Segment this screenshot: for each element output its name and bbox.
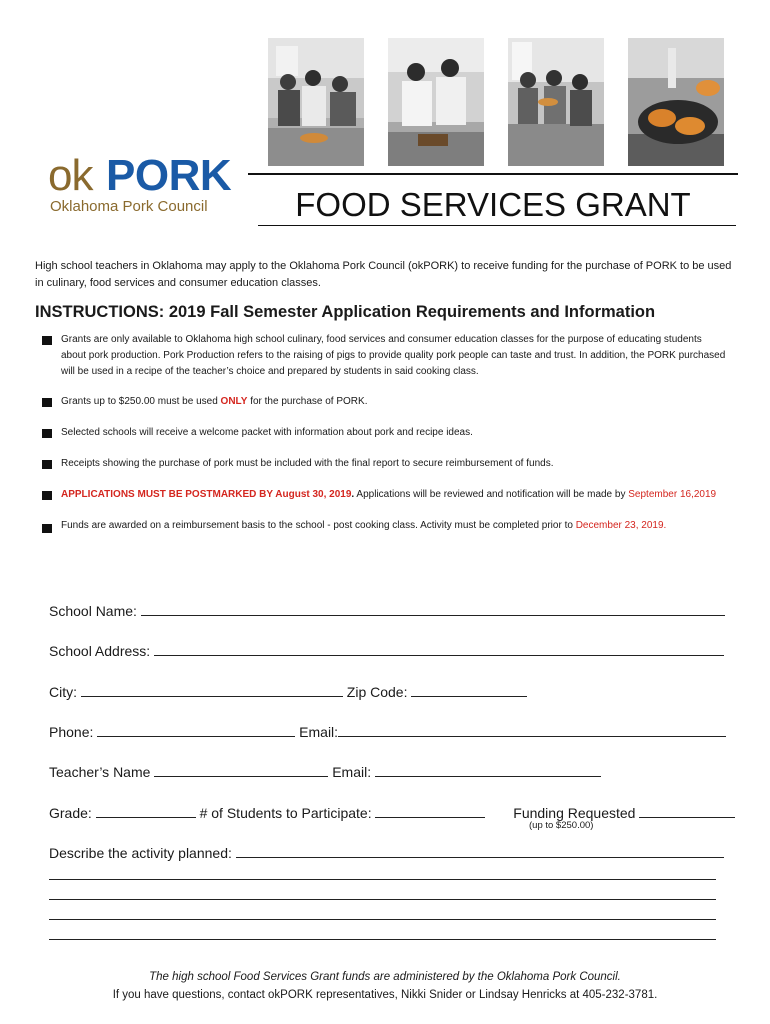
grade-students-funding-row xyxy=(49,803,735,822)
intro-paragraph: High school teachers in Oklahoma may apply to the Oklahoma Pork Council (okPORK) to receive funding for the purchase of PORK to be used in culinary, food services and consumer education classes. xyxy=(35,260,732,289)
school-name-field[interactable] xyxy=(141,601,725,616)
page-title: FOOD SERVICES GRANT xyxy=(295,186,691,223)
teacher-name-field[interactable] xyxy=(154,762,328,777)
postmark-deadline: APPLICATIONS MUST BE POSTMARKED BY August 30, 2019 xyxy=(61,489,352,500)
logo-council-text: Oklahoma Pork Council xyxy=(50,198,208,215)
school-name-label: School Name: xyxy=(49,603,137,619)
instructions-heading: INSTRUCTIONS: 2019 Fall Semester Application Requirements and Information xyxy=(35,303,656,321)
photo-student-at-stove xyxy=(388,38,484,166)
logo-ok-text: ok xyxy=(48,151,93,200)
school-name-row xyxy=(49,601,725,620)
students-field[interactable] xyxy=(375,803,485,818)
bullet-text: Applications will be reviewed and notification will be made by xyxy=(354,489,629,500)
zip-label: Zip Code: xyxy=(346,684,408,700)
school-address-label: School Address: xyxy=(49,643,151,659)
teacher-name-label: Teacher’s Name xyxy=(49,764,151,780)
phone-label: Phone: xyxy=(49,724,94,740)
email-label: Email: xyxy=(299,724,339,740)
bullet-text: for the purchase of PORK. xyxy=(247,396,368,407)
bullet-receipts: Receipts showing the purchase of pork must be included with the final report to secure reimbursement of funds. xyxy=(61,458,554,469)
bullet-square-icon xyxy=(42,429,52,438)
photo-students-at-table xyxy=(508,38,604,166)
funding-limit-note: (up to $250.00) xyxy=(529,820,594,831)
describe-field[interactable] xyxy=(236,843,724,858)
funding-label: Funding Requested xyxy=(513,805,636,821)
phone-email-row xyxy=(49,722,726,741)
zip-field[interactable] xyxy=(411,682,527,697)
grade-field[interactable] xyxy=(96,803,196,818)
emphasis-only: ONLY xyxy=(220,396,248,407)
bullet-reimbursement xyxy=(61,518,729,534)
students-label: # of Students to Participate: xyxy=(199,805,372,821)
photo-students-cooking xyxy=(268,38,364,166)
logo-pork-text: PORK xyxy=(106,151,232,200)
bullet-deadline xyxy=(61,487,729,503)
funding-field[interactable] xyxy=(639,803,735,818)
title-rule-bottom xyxy=(258,225,736,226)
completion-date: December 23, 2019. xyxy=(575,520,667,531)
bullet-grant-amount xyxy=(61,394,729,410)
city-label: City: xyxy=(49,684,77,700)
bullet-square-icon xyxy=(42,336,52,345)
describe-label: Describe the activity planned: xyxy=(49,845,232,861)
bullet-text: . xyxy=(351,489,355,500)
bullet-eligibility: Grants are only available to Oklahoma high school culinary, food services and consumer education classes for the purpose of educating students about pork production. Pork Production refers to the raising of pigs to provide quality pork people can taste and trust. In addition, the PORK purchased will be used in a recipe of the teacher’s choice and prepared by students in said cooking class. xyxy=(61,334,726,377)
title-rule-top xyxy=(248,173,738,175)
describe-row xyxy=(49,843,724,862)
bullet-square-icon xyxy=(42,460,52,469)
footer-contact-info: If you have questions, contact okPORK representatives, Nikki Snider or Lindsay Henricks at 405-232-3781. xyxy=(112,989,658,1001)
school-address-row xyxy=(49,641,724,660)
okpork-logo xyxy=(48,152,238,222)
phone-field[interactable] xyxy=(97,722,295,737)
describe-field-line-3[interactable] xyxy=(49,899,716,900)
city-field[interactable] xyxy=(81,682,343,697)
email-field[interactable] xyxy=(338,722,726,737)
describe-field-line-2[interactable] xyxy=(49,879,716,880)
teacher-email-label: Email: xyxy=(332,764,372,780)
grade-label: Grade: xyxy=(49,805,92,821)
photo-pork-frying xyxy=(628,38,724,166)
describe-field-line-5[interactable] xyxy=(49,939,716,940)
school-address-field[interactable] xyxy=(154,641,724,656)
footer-administered-note: The high school Food Services Grant funds are administered by the Oklahoma Pork Council. xyxy=(149,971,621,983)
bullet-square-icon xyxy=(42,398,52,407)
describe-field-line-4[interactable] xyxy=(49,919,716,920)
bullet-text: Grants up to $250.00 must be used xyxy=(61,396,221,407)
bullet-welcome-packet: Selected schools will receive a welcome packet with information about pork and recipe ideas. xyxy=(61,427,473,438)
teacher-email-field[interactable] xyxy=(375,762,601,777)
notification-date: September 16,2019 xyxy=(628,489,717,500)
bullet-text: Funds are awarded on a reimbursement basis to the school - post cooking class. Activity must be completed prior to xyxy=(61,520,576,531)
bullet-square-icon xyxy=(42,491,52,500)
teacher-email-row xyxy=(49,762,601,781)
city-zip-row xyxy=(49,682,527,701)
photo-strip xyxy=(268,38,720,166)
bullet-square-icon xyxy=(42,524,52,533)
